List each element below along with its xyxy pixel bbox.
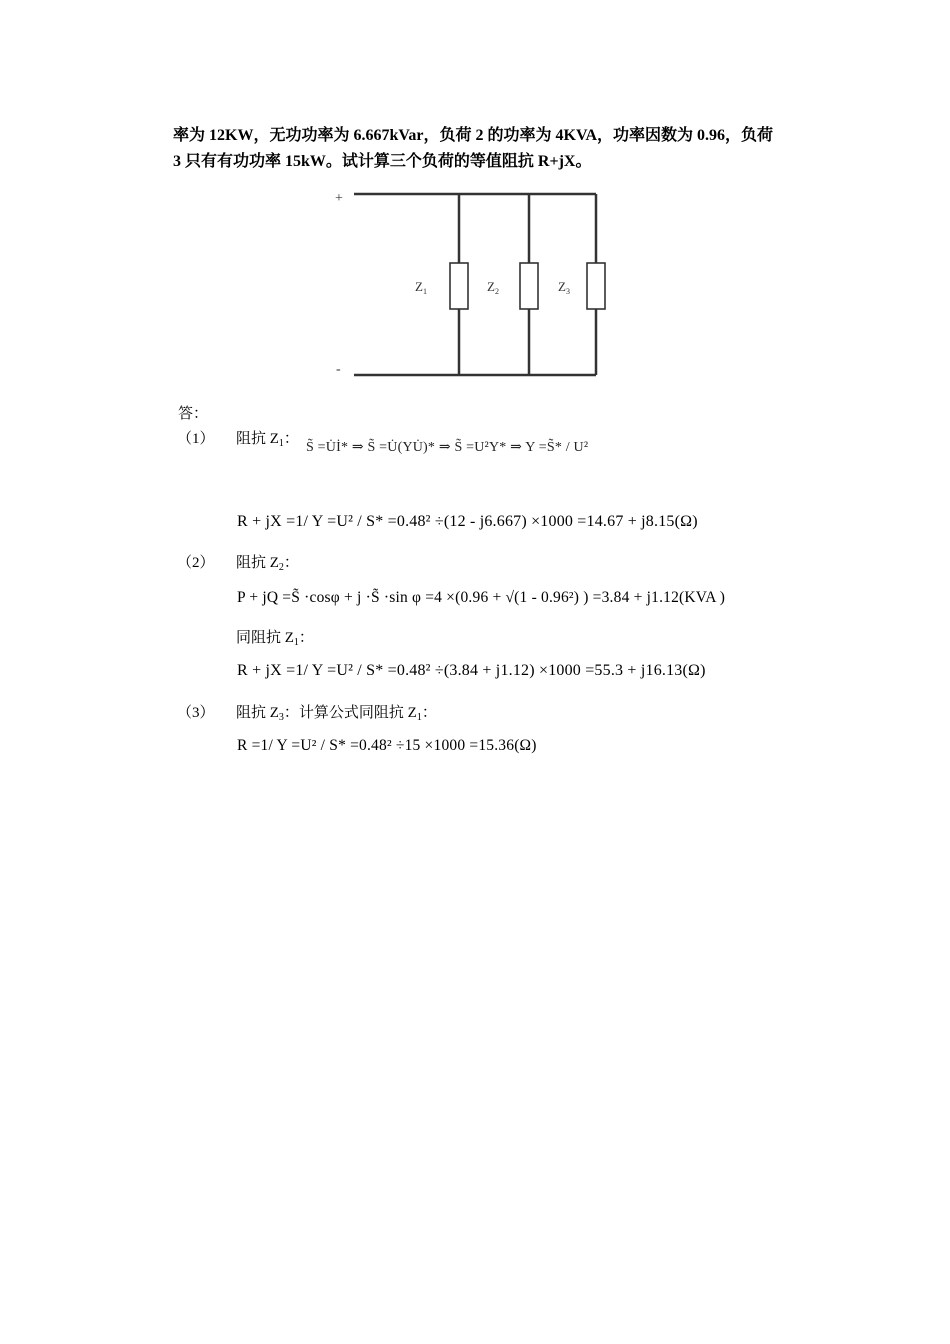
part1-equation-1: S̃ =U̇İ* ⇒ S̃ =U̇(YU̇)* ⇒ S̃ =U²Y* ⇒ Y =S̃* / U² (306, 440, 589, 455)
z2-subscript: 2 (494, 287, 499, 296)
impedance-z2-box (520, 263, 538, 309)
svg-text:Z1 (415, 279, 427, 296)
svg-text:Z3 (558, 279, 570, 296)
z1-label: Z (415, 279, 423, 294)
part2-same-as-z1: 同阻抗 $Z_1$： (236, 630, 314, 648)
impedance-z1-box (450, 263, 468, 309)
svg-text:Z2 (487, 279, 499, 296)
part2-equation-2: R + jX =1/ Y =U² / S* =0.48² ÷(3.84 + j1.12) ×1000 =55.3 + j16.13(Ω) (237, 662, 706, 679)
problem-line-1: 率为 12KW，无功功率为 6.667kVar，负荷 2 的功率为 4KVA，功率因数为 0.96，负荷 (173, 127, 774, 144)
part3-title: 阻抗 $Z_3$：计算公式同阻抗 $Z_1$： (236, 705, 437, 723)
z3-label: Z (558, 279, 566, 294)
part1-title: 阻抗 $Z_1$： (236, 431, 299, 449)
part1-equation-2: R + jX =1/ Y =U² / S* =0.48² ÷(12 - j6.667) ×1000 =14.67 + j8.15(Ω) (237, 513, 698, 530)
part1-number: （1） (177, 431, 215, 447)
plus-terminal: + (335, 191, 343, 206)
part2-number: （2） (177, 555, 215, 571)
z1-subscript: 1 (422, 287, 427, 296)
part2-title: 阻抗 $Z_2$： (236, 555, 299, 573)
answer-heading: 答： (178, 406, 209, 422)
z3-subscript: 3 (565, 287, 570, 296)
z2-label: Z (487, 279, 495, 294)
part2-equation-1: P + jQ =S̃ ·cosφ + j ·S̃ ·sin φ =4 ×(0.96 + √(1 - 0.96²) ) =3.84 + j1.12(KVA ) (237, 589, 726, 606)
impedance-z3-box (587, 263, 605, 309)
part3-number: （3） (177, 705, 215, 721)
minus-terminal: - (336, 362, 341, 377)
part3-equation-1: R =1/ Y =U² / S* =0.48² ÷15 ×1000 =15.36(Ω) (237, 737, 537, 754)
circuit-diagram (320, 185, 620, 385)
problem-line-2: 3 只有有功功率 15kW。试计算三个负荷的等值阻抗 R+jX。 (173, 153, 592, 170)
